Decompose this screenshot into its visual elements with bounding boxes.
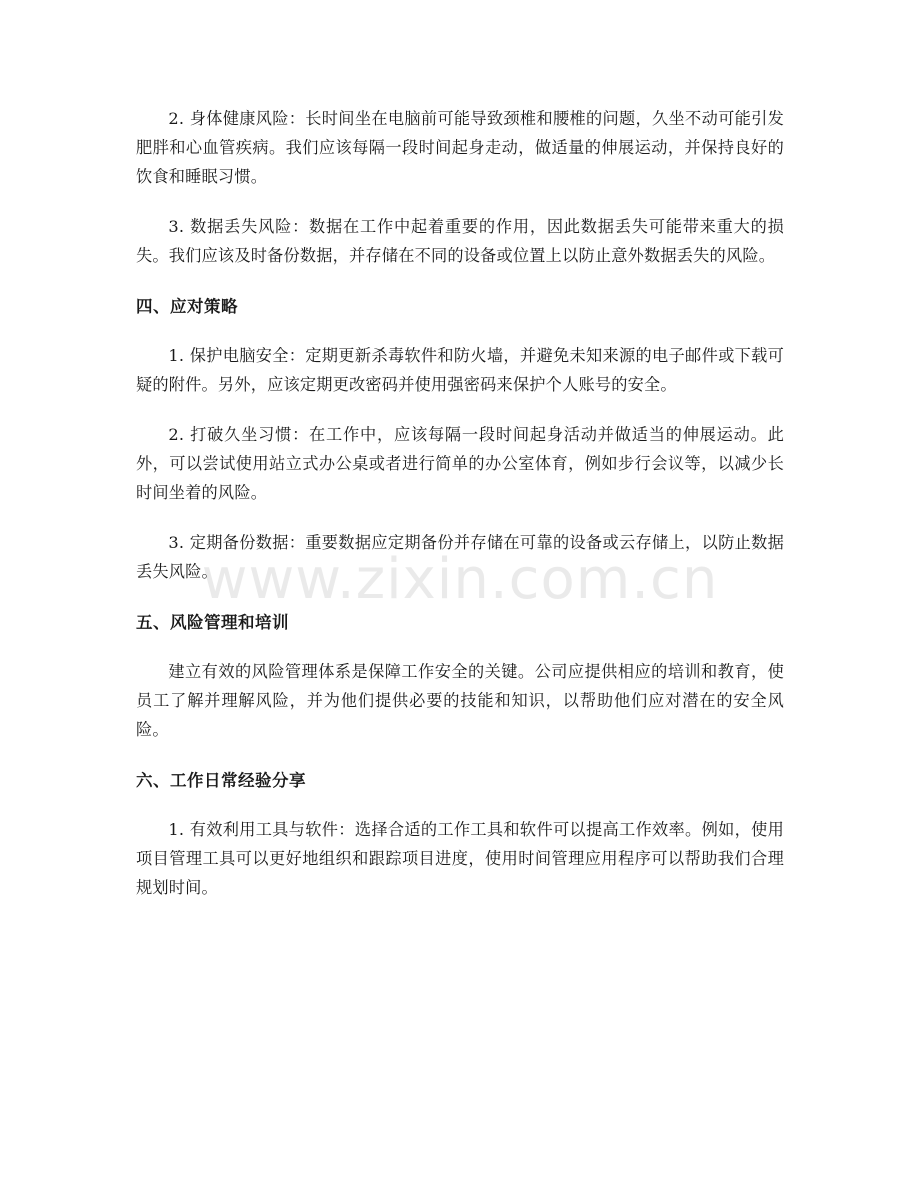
section-heading-risk-management: 五、风险管理和培训 <box>136 613 289 632</box>
paragraph-risk-training: 建立有效的风险管理体系是保障工作安全的关键。公司应提供相应的培训和教育，使员工了解并理解风险，并为他们提供必要的技能和知识，以帮助他们应对潜在的安全风险。 <box>136 662 784 739</box>
paragraph-health-risk: 2. 身体健康风险：长时间坐在电脑前可能导致颈椎和腰椎的问题，久坐不动可能引发肥胖和心血管疾病。我们应该每隔一段时间起身走动，做适量的伸展运动，并保持良好的饮食和睡眠习惯。 <box>136 109 784 186</box>
paragraph-computer-security: 1. 保护电脑安全：定期更新杀毒软件和防火墙，并避免未知来源的电子邮件或下载可疑的附件。另外，应该定期更改密码并使用强密码来保护个人账号的安全。 <box>136 346 784 394</box>
paragraph-data-loss-risk: 3. 数据丢失风险：数据在工作中起着重要的作用，因此数据丢失可能带来重大的损失。我们应该及时备份数据，并存储在不同的设备或位置上以防止意外数据丢失的风险。 <box>136 217 784 265</box>
section-heading-experience: 六、工作日常经验分享 <box>136 771 306 790</box>
document-body <box>136 104 784 902</box>
watermark: www.zixin.com.cn <box>201 547 719 612</box>
paragraph-backup-data: 3. 定期备份数据：重要数据应定期备份并存储在可靠的设备或云存储上，以防止数据丢失风险。 <box>136 533 784 581</box>
paragraph-break-sitting: 2. 打破久坐习惯：在工作中，应该每隔一段时间起身活动并做适当的伸展运动。此外，可以尝试使用站立式办公桌或者进行简单的办公室体育，例如步行会议等，以减少长时间坐着的风险。 <box>136 425 784 502</box>
section-heading-strategies: 四、应对策略 <box>136 297 238 316</box>
paragraph-tools-software: 1. 有效利用工具与软件：选择合适的工作工具和软件可以提高工作效率。例如，使用项目管理工具可以更好地组织和跟踪项目进度，使用时间管理应用程序可以帮助我们合理规划时间。 <box>136 820 784 897</box>
